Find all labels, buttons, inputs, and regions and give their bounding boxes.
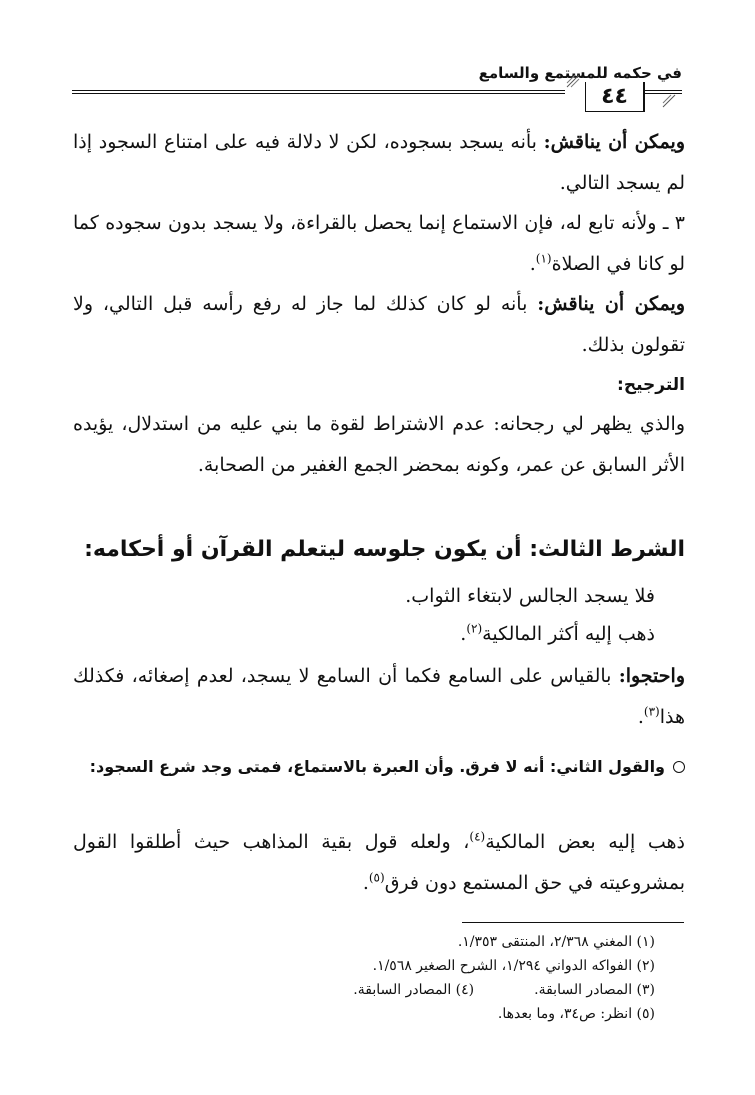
second-opinion-heading: والقول الثاني: أنه لا فرق. وأن العبرة بالاستماع، فمتى وجد شرع السجود: xyxy=(89,757,665,776)
paragraph-text-cont: ، ولعله قول بقية المذاهب حيث أطلقوا القول بمشروعيته في حق المستمع دون فرق xyxy=(73,831,685,894)
footnote-ref: (٥) xyxy=(368,870,385,885)
footnote-ref: (٢) xyxy=(466,621,483,636)
paragraph-text: فلا يسجد الجالس لابتغاء الثواب. xyxy=(405,585,655,607)
page-number: ٤٤ xyxy=(601,84,628,109)
header-rule-left-2 xyxy=(72,93,565,94)
paragraph-text: ذهب إليه أكثر المالكية xyxy=(482,623,655,645)
header-rule-right xyxy=(645,90,682,91)
paragraph-text: والذي يظهر لي رجحانه: عدم الاشتراط لقوة ما بني عليه من استدلال، يؤيده الأثر السابق عن عمر، وكونه بمحضر الجمع الغفير من الصحابة. xyxy=(73,413,685,476)
corner-ornament-icon xyxy=(566,74,580,88)
paragraph-discussion-2 xyxy=(73,284,685,366)
paragraph-text: بأنه يسجد بسجوده، لكن لا دلالة فيه على امتناع السجود إذا لم يسجد التالي. xyxy=(73,131,685,194)
header-rule-left xyxy=(72,90,565,91)
footnote-5: (٥) انظر: ص٣٤، وما بعدها. xyxy=(497,1006,655,1022)
tarjih-heading-row xyxy=(73,368,685,401)
paragraph-point-3: ٣ ـ ولأنه تابع له، فإن الاستماع إنما يحصل بالقراءة، ولا يسجد بدون سجوده كما لو كانا في الصلاة$^{(١)}$. xyxy=(73,212,685,275)
page-header xyxy=(72,62,682,109)
footnote-row-3-4 xyxy=(70,978,655,1002)
second-opinion-row xyxy=(73,748,685,784)
paragraph-argument: واحتجوا: بالقياس على السامع فكما أن السامع لا يسجد، لعدم إصغائه، فكذلك هذا$^{(٣)}$. xyxy=(73,665,685,728)
paragraph-no-prostration xyxy=(73,576,655,617)
paragraph-text: بأنه لو كان كذلك لما جاز له رفع رأسه قبل التالي، ولا تقولون بذلك. xyxy=(73,293,685,356)
footnote-1: (١) المغني ٢/٣٦٨، المنتقى ١/٣٥٣. xyxy=(457,934,655,950)
paragraph-tarjih xyxy=(73,404,685,486)
discussion-label: ويمكن أن يناقش: xyxy=(537,293,685,315)
paragraph-text: ٣ ـ ولأنه تابع له، فإن الاستماع إنما يحصل بالقراءة، ولا يسجد بدون سجوده كما لو كانا في الصلاة xyxy=(73,212,685,275)
paragraph-text: بالقياس على السامع فكما أن السامع لا يسجد، لعدم إصغائه، فكذلك هذا xyxy=(73,665,685,728)
paragraph-text: ذهب إليه بعض المالكية xyxy=(485,831,685,853)
paragraph-discussion-1 xyxy=(73,122,685,204)
footnote-ref: (٤) xyxy=(469,829,486,844)
footnote-ref: (٣) xyxy=(643,704,660,719)
footnotes xyxy=(70,930,655,1026)
circle-bullet-icon xyxy=(673,761,685,773)
running-title: في حكمه للمستمع والسامع xyxy=(478,64,682,82)
paragraph-maliki-majority: ذهب إليه أكثر المالكية$^{(٢)}$. xyxy=(460,621,655,645)
page-number-box xyxy=(585,82,645,112)
argument-label: واحتجوا: xyxy=(618,665,685,687)
footnote-separator xyxy=(462,922,684,923)
condition-3-heading-row xyxy=(73,530,685,570)
footnote-4: (٤) المصادر السابقة. xyxy=(353,982,475,998)
footnote-ref: (١) xyxy=(535,251,552,266)
corner-ornament-icon xyxy=(662,94,676,108)
footnote-3: (٣) المصادر السابقة. xyxy=(534,982,655,998)
discussion-label: ويمكن أن يناقش: xyxy=(543,131,685,153)
condition-3-heading: الشرط الثالث: أن يكون جلوسه ليتعلم القرآن أو أحكامه: xyxy=(84,537,685,562)
paragraph-some-maliki: ذهب إليه بعض المالكية$^{(٤)}$، ولعله قول بقية المذاهب حيث أطلقوا القول بمشروعيته في حق المستمع دون فرق$^{(٥)}$. xyxy=(73,829,685,894)
tarjih-heading: الترجيح: xyxy=(617,375,685,395)
footnote-2: (٢) الفواكه الدواني ١/٢٩٤، الشرح الصغير ١/٥٦٨. xyxy=(372,958,655,974)
